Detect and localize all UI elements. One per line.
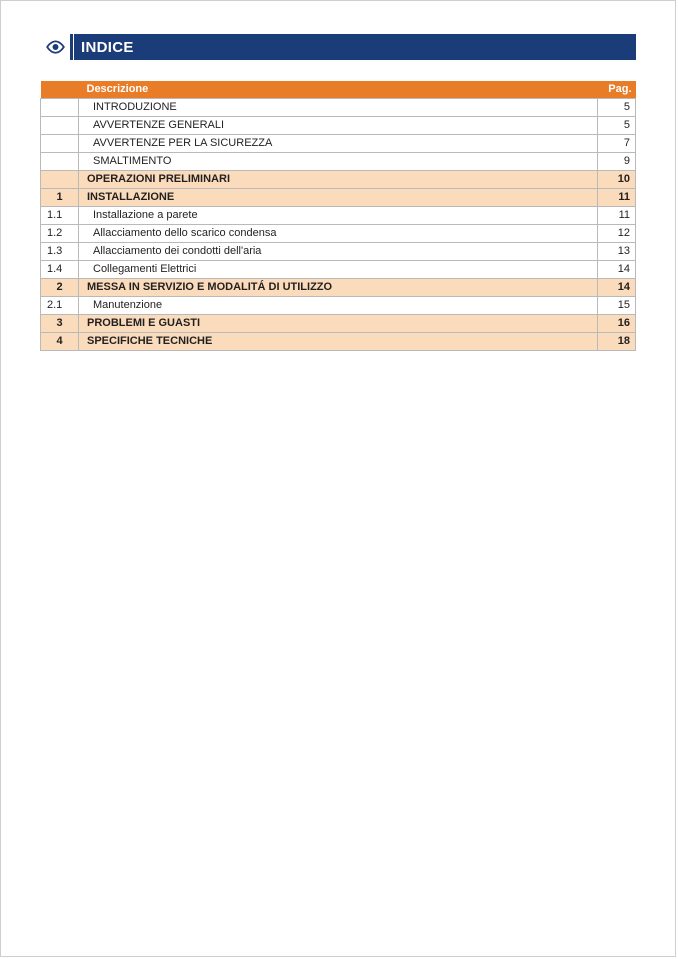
row-page: 10: [598, 170, 636, 188]
row-number: 1.3: [41, 242, 79, 260]
page-title: INDICE: [81, 38, 134, 56]
row-page: 12: [598, 224, 636, 242]
row-label: OPERAZIONI PRELIMINARI: [79, 170, 598, 188]
table-row: [41, 116, 636, 134]
row-page: 15: [598, 296, 636, 314]
table-row: [41, 278, 636, 296]
row-page: 9: [598, 152, 636, 170]
row-number: 3: [41, 314, 79, 332]
row-label: AVVERTENZE GENERALI: [79, 116, 598, 134]
row-number: [41, 116, 79, 134]
row-number: 1.1: [41, 206, 79, 224]
row-number: [41, 152, 79, 170]
row-page: 14: [598, 278, 636, 296]
table-row: [41, 260, 636, 278]
table-row: [41, 188, 636, 206]
row-page: 11: [598, 188, 636, 206]
row-page: 7: [598, 134, 636, 152]
table-row: [41, 206, 636, 224]
row-label: INTRODUZIONE: [79, 98, 598, 116]
table-row: [41, 170, 636, 188]
row-page: 11: [598, 206, 636, 224]
table-row: [41, 134, 636, 152]
row-page: 5: [598, 116, 636, 134]
row-number: 2: [41, 278, 79, 296]
row-label: Allacciamento dei condotti dell'aria: [79, 242, 598, 260]
row-label: Manutenzione: [79, 296, 598, 314]
eye-icon: [40, 34, 70, 60]
toc-header-description: Descrizione: [79, 81, 598, 98]
row-label: Installazione a parete: [79, 206, 598, 224]
row-label: Collegamenti Elettrici: [79, 260, 598, 278]
row-page: 16: [598, 314, 636, 332]
row-label: MESSA IN SERVIZIO E MODALITÁ DI UTILIZZO: [79, 278, 598, 296]
row-number: 2.1: [41, 296, 79, 314]
row-label: SMALTIMENTO: [79, 152, 598, 170]
row-number: [41, 98, 79, 116]
row-page: 18: [598, 332, 636, 350]
table-row: [41, 98, 636, 116]
table-row: [41, 296, 636, 314]
table-row: [41, 152, 636, 170]
row-label: PROBLEMI E GUASTI: [79, 314, 598, 332]
toc-header-num: [41, 81, 79, 98]
section-header-bar: [40, 34, 636, 60]
row-number: [41, 134, 79, 152]
toc-header-page: Pag.: [598, 81, 636, 98]
toc-header-row: [41, 81, 636, 98]
toc-table: [40, 81, 636, 351]
row-page: 5: [598, 98, 636, 116]
table-row: [41, 224, 636, 242]
row-number: 4: [41, 332, 79, 350]
table-row: [41, 332, 636, 350]
row-number: 1: [41, 188, 79, 206]
row-label: SPECIFICHE TECNICHE: [79, 332, 598, 350]
table-row: [41, 242, 636, 260]
row-number: [41, 170, 79, 188]
row-page: 13: [598, 242, 636, 260]
table-row: [41, 314, 636, 332]
row-label: AVVERTENZE PER LA SICUREZZA: [79, 134, 598, 152]
row-label: INSTALLAZIONE: [79, 188, 598, 206]
row-label: Allacciamento dello scarico condensa: [79, 224, 598, 242]
row-number: 1.4: [41, 260, 79, 278]
row-page: 14: [598, 260, 636, 278]
row-number: 1.2: [41, 224, 79, 242]
